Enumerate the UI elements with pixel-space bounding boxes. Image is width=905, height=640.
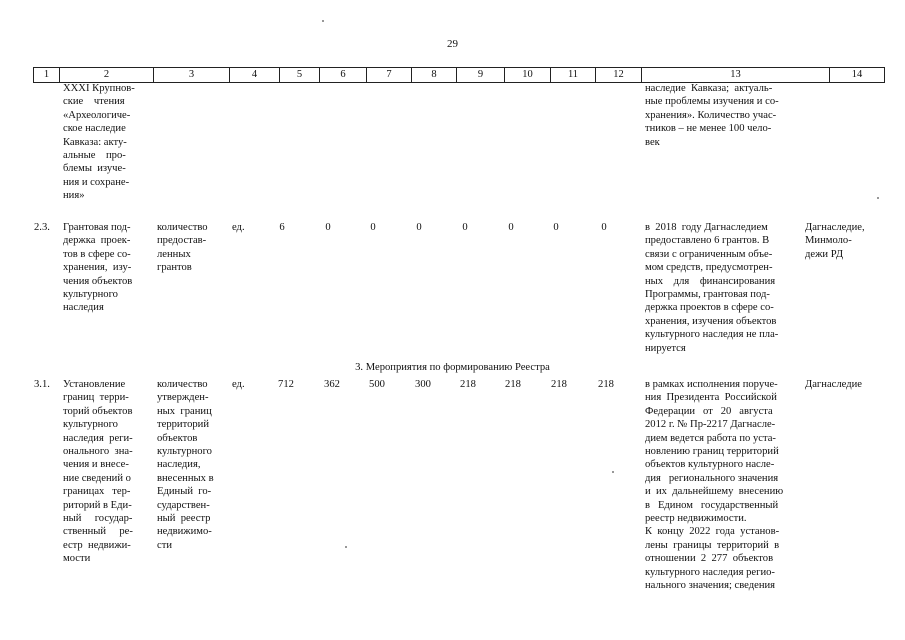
header-col-14: 14 xyxy=(830,68,885,82)
header-col-10: 10 xyxy=(505,68,551,82)
header-col-6: 6 xyxy=(320,68,367,82)
value-cell: 0 xyxy=(508,222,514,233)
unit: ед. xyxy=(232,379,245,390)
value-cell: 218 xyxy=(460,379,476,390)
value-cell: 300 xyxy=(415,379,431,390)
value-cell: 6 xyxy=(279,222,285,233)
continued-event-note: наследие Кавказа; актуаль- ные проблемы изучения и со- хранения». Количество учас- тников – не менее 100 чело- век xyxy=(645,83,779,148)
note: в рамках исполнения поруче- ния Президента Российской Федерации от 20 августа 2012 г. № Пр-2217 Дагнасле- дием ведется работа по уста- новлению границ территорий объектов культурного насле- дия регионального значения и их дальнейшему внесению в Едином государственный реестр недвижимости. К концу 2022 года установ- лены границы территорий в отношении 2 277 объектов культурного наследия регио- нального значения; сведения xyxy=(645,379,784,592)
unit: ед. xyxy=(232,222,245,233)
continued-event-name: XXXI Крупнов- ские чтения «Археологиче- ское наследие Кавказа: акту- альные про- блемы изуче- ния и сохране- ния» xyxy=(63,83,135,202)
value-cell: 0 xyxy=(325,222,331,233)
note: в 2018 году Дагнаследием предоставлено 6 грантов. В связи с ограниченным объе- мом средств, предусмотрен- ных для финансирования Программы, грантовая под- держка проектов в сфере со- хранения, изучения объектов культурного наследия не пла- нируется xyxy=(645,222,779,354)
value-cell: 218 xyxy=(505,379,521,390)
scan-speck xyxy=(877,197,879,199)
value-cell: 500 xyxy=(369,379,385,390)
scan-speck xyxy=(322,20,324,22)
scan-speck xyxy=(612,471,614,473)
executor: Дагнаследие, Минмоло- дежи РД xyxy=(805,222,865,260)
value-cell: 0 xyxy=(370,222,376,233)
page-number: 29 xyxy=(447,38,458,50)
scan-speck xyxy=(345,546,347,548)
header-col-5: 5 xyxy=(280,68,320,82)
value-cell: 0 xyxy=(462,222,468,233)
indicator-name: количество предостав- ленных грантов xyxy=(157,222,208,274)
row-number: 3.1. xyxy=(34,379,50,390)
header-col-1: 1 xyxy=(34,68,60,82)
value-cell: 0 xyxy=(553,222,559,233)
header-col-9: 9 xyxy=(457,68,505,82)
section-heading: 3. Мероприятия по формированию Реестра xyxy=(355,362,550,373)
header-col-12: 12 xyxy=(596,68,642,82)
header-col-2: 2 xyxy=(60,68,154,82)
value-cell: 218 xyxy=(598,379,614,390)
event-name: Грантовая под- держка проек- тов в сфере со- хранения, изу- чения объектов культурного наследия xyxy=(63,222,133,314)
value-cell: 0 xyxy=(416,222,422,233)
indicator-name: количество утвержден- ных границ территорий объектов культурного наследия, внесенных в Единый го- сударствен- ный реестр недвижимо- сти xyxy=(157,379,214,551)
header-col-3: 3 xyxy=(154,68,230,82)
row-number: 2.3. xyxy=(34,222,50,233)
executor: Дагнаследие xyxy=(805,379,862,390)
header-col-7: 7 xyxy=(367,68,412,82)
header-col-11: 11 xyxy=(551,68,596,82)
column-number-header xyxy=(33,67,885,83)
value-cell: 0 xyxy=(601,222,607,233)
header-col-4: 4 xyxy=(230,68,280,82)
value-cell: 712 xyxy=(278,379,294,390)
header-col-8: 8 xyxy=(412,68,457,82)
header-col-13: 13 xyxy=(642,68,830,82)
value-cell: 218 xyxy=(551,379,567,390)
event-name: Установление границ терри- торий объектов культурного наследия реги- онального зна- чения и внесе- ние сведений о границах тер- риторий в Еди- ный государ- ственный ре- естр недвижи- мости xyxy=(63,379,133,565)
value-cell: 362 xyxy=(324,379,340,390)
